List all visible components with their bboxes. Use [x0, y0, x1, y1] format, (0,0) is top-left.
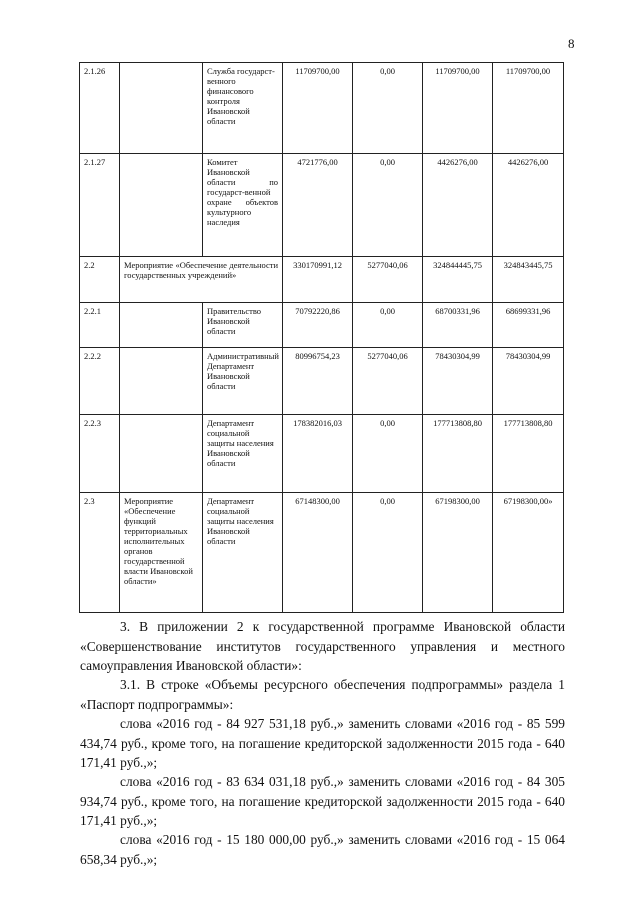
row-value-1: 80996754,23 — [283, 348, 353, 415]
row-value-1: 70792220,86 — [283, 303, 353, 348]
row-value-3: 68700331,96 — [423, 303, 493, 348]
row-value-4: 324843445,75 — [493, 257, 564, 303]
table-row — [80, 63, 564, 154]
row-value-2: 0,00 — [353, 415, 423, 493]
row-executor: Департамент социальной защиты населения Ивановской области — [203, 415, 283, 493]
row-value-1: 178382016,03 — [283, 415, 353, 493]
row-value-2: 0,00 — [353, 493, 423, 613]
row-value-2: 5277040,06 — [353, 348, 423, 415]
row-value-3: 4426276,00 — [423, 154, 493, 257]
paragraph-appendix: 3. В приложении 2 к государственной программе Ивановской области «Совершенствование институтов государственного управления и местного самоуправления Ивановской области»: — [80, 619, 565, 673]
row-code: 2.2.2 — [80, 348, 120, 415]
row-event — [120, 415, 203, 493]
paragraph-replace-3: слова «2016 год - 15 180 000,00 руб.,» заменить словами «2016 год - 15 064 658,34 руб.,»; — [80, 832, 565, 867]
row-code: 2.3 — [80, 493, 120, 613]
table-row — [80, 154, 564, 257]
row-value-4: 68699331,96 — [493, 303, 564, 348]
table-row — [80, 348, 564, 415]
row-value-1: 4721776,00 — [283, 154, 353, 257]
row-code: 2.1.27 — [80, 154, 120, 257]
row-executor: Административный Департамент Ивановской области — [203, 348, 283, 415]
page-number: 8 — [568, 36, 575, 51]
budget-table — [79, 62, 564, 613]
row-executor: Служба государст-венного финансового контроля Ивановской области — [203, 63, 283, 154]
row-value-2: 0,00 — [353, 303, 423, 348]
row-value-3: 324844445,75 — [423, 257, 493, 303]
row-event: Мероприятие «Обеспечение функций территориальных исполнительных органов государственной власти Ивановской области» — [120, 493, 203, 613]
row-value-3: 67198300,00 — [423, 493, 493, 613]
row-event: Мероприятие «Обеспечение деятельности государственных учреждений» — [120, 257, 283, 303]
paragraph-section: 3.1. В строке «Объемы ресурсного обеспечения подпрограммы» раздела 1 «Паспорт подпрограммы»: — [80, 677, 565, 712]
row-value-4: 78430304,99 — [493, 348, 564, 415]
row-value-4: 11709700,00 — [493, 63, 564, 154]
row-value-4: 177713808,80 — [493, 415, 564, 493]
row-value-4: 4426276,00 — [493, 154, 564, 257]
row-value-2: 5277040,06 — [353, 257, 423, 303]
table-row — [80, 415, 564, 493]
row-code: 2.2 — [80, 257, 120, 303]
row-value-1: 330170991,12 — [283, 257, 353, 303]
row-value-2: 0,00 — [353, 63, 423, 154]
row-executor: Департамент социальной защиты населения Ивановской области — [203, 493, 283, 613]
table-row — [80, 493, 564, 613]
row-value-1: 67148300,00 — [283, 493, 353, 613]
row-code: 2.2.3 — [80, 415, 120, 493]
paragraph-replace-1: слова «2016 год - 84 927 531,18 руб.,» заменить словами «2016 год - 85 599 434,74 руб., кроме того, на погашение кредиторской задолженности 2015 года - 640 171,41 руб.,»; — [80, 716, 565, 770]
row-executor: Комитет Ивановской области по государст-венной охране объектов культурного наследия — [203, 154, 283, 257]
row-value-4: 67198300,00» — [493, 493, 564, 613]
row-event — [120, 348, 203, 415]
table-row — [80, 303, 564, 348]
row-value-3: 177713808,80 — [423, 415, 493, 493]
row-value-3: 11709700,00 — [423, 63, 493, 154]
row-event — [120, 303, 203, 348]
row-code: 2.1.26 — [80, 63, 120, 154]
row-value-1: 11709700,00 — [283, 63, 353, 154]
row-executor: Правительство Ивановской области — [203, 303, 283, 348]
paragraph-replace-2: слова «2016 год - 83 634 031,18 руб.,» заменить словами «2016 год - 84 305 934,74 руб., кроме того, на погашение кредиторской задолженности 2015 года - 640 171,41 руб.,»; — [80, 774, 565, 828]
row-code: 2.2.1 — [80, 303, 120, 348]
row-event — [120, 63, 203, 154]
row-event — [120, 154, 203, 257]
row-value-3: 78430304,99 — [423, 348, 493, 415]
row-value-2: 0,00 — [353, 154, 423, 257]
table-row — [80, 257, 564, 303]
